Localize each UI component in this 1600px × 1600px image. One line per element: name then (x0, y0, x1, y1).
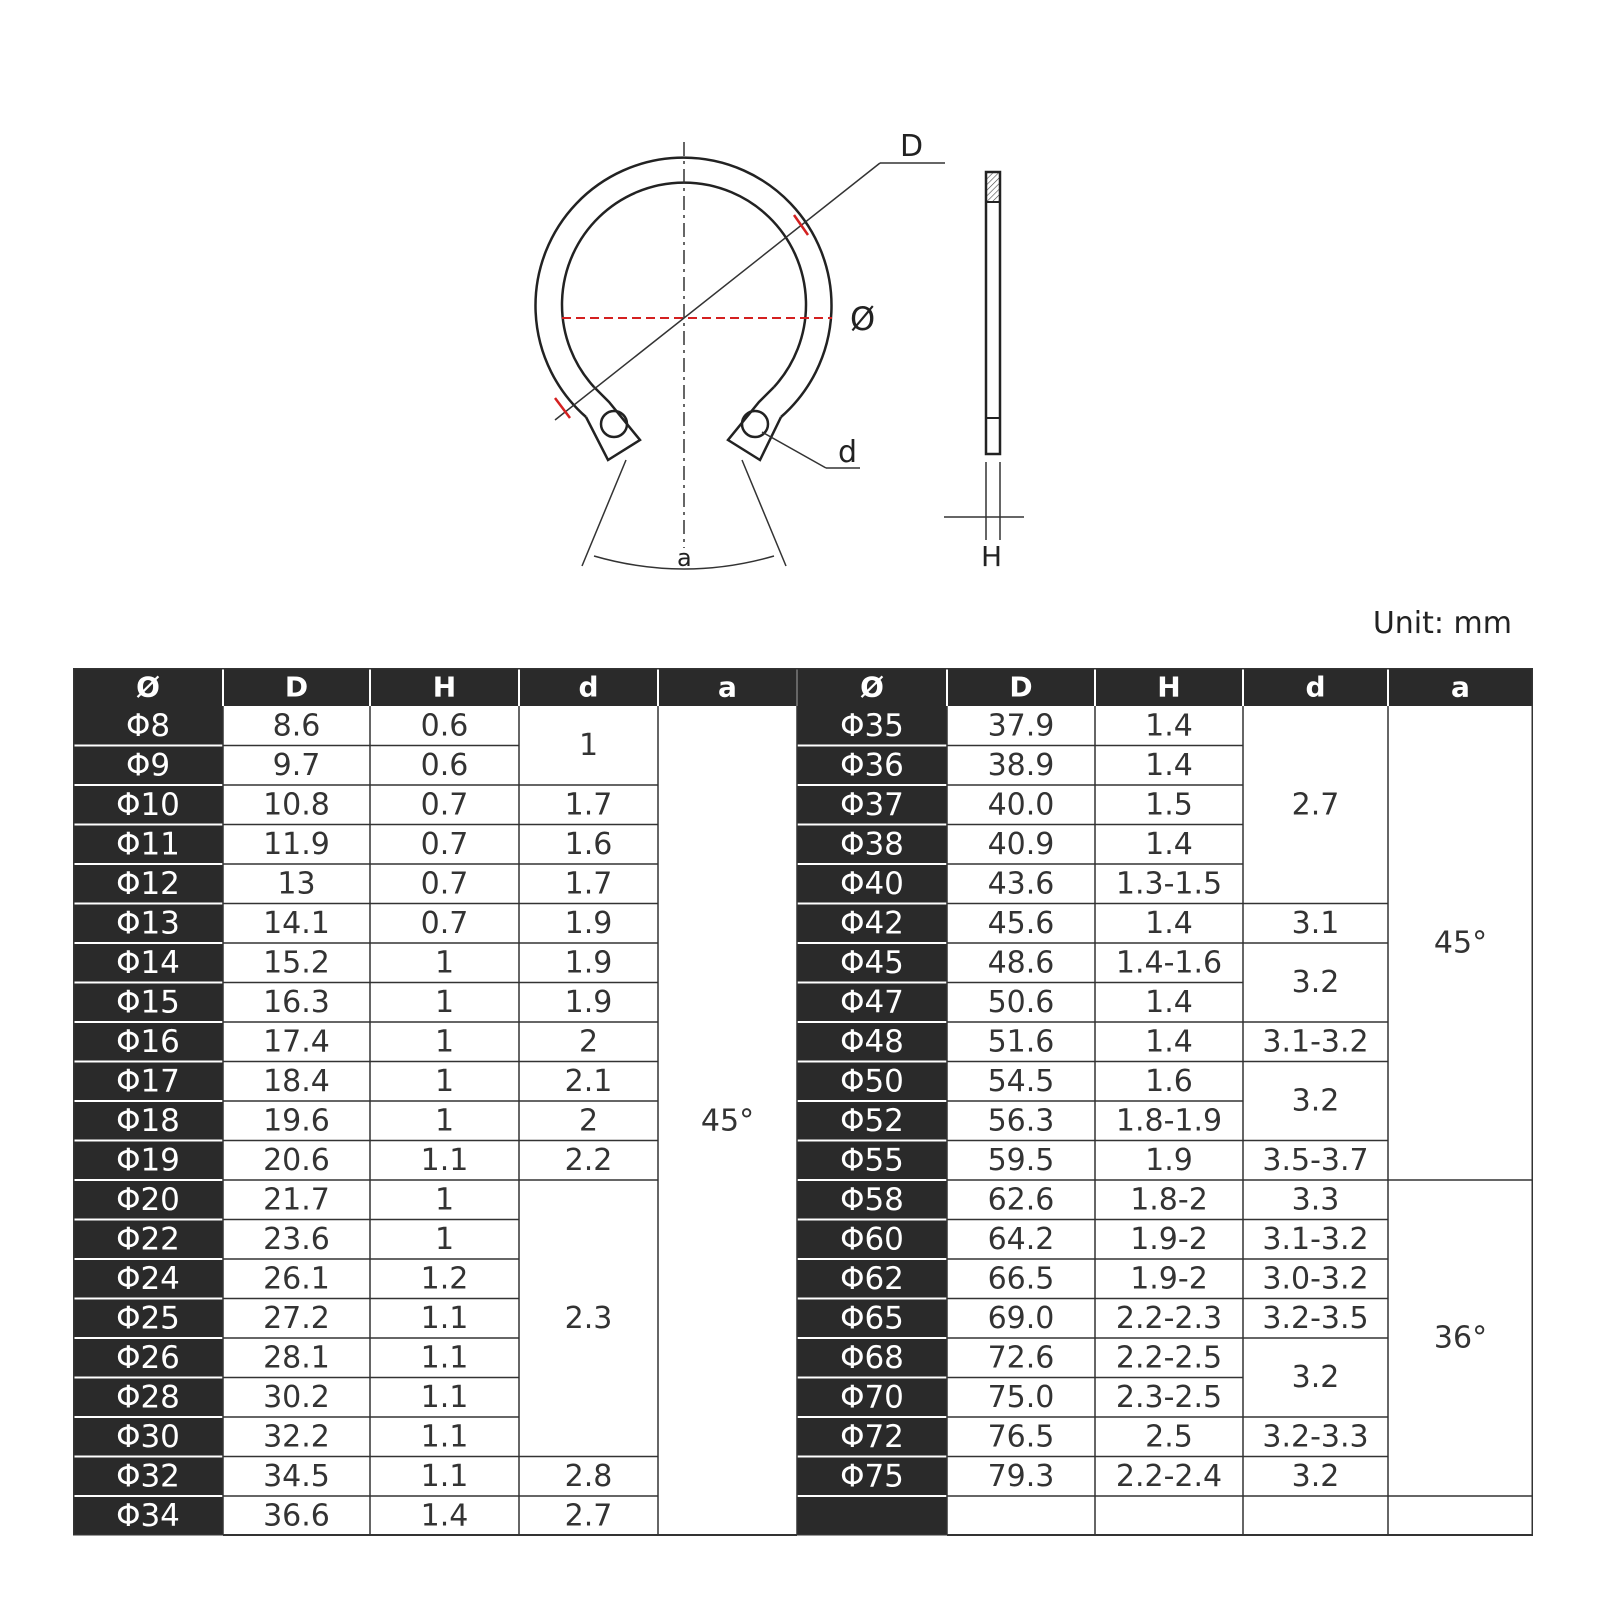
outer-diameter-cell: 59.5 (987, 1142, 1055, 1178)
outer-diameter-cell: 45.6 (987, 905, 1055, 941)
label-thickness: H (981, 540, 1003, 573)
hole-diameter-cell: 1.7 (564, 787, 613, 823)
size-cell: Φ52 (840, 1102, 904, 1139)
table-row (797, 1261, 1243, 1299)
thickness-cell: 1.4 (1145, 826, 1193, 862)
thickness-cell: 1.5 (1145, 787, 1193, 823)
table-row (73, 866, 519, 904)
table-row (73, 1261, 519, 1299)
table-row (797, 945, 1243, 983)
table-row (73, 1340, 519, 1378)
table-row (797, 1379, 1243, 1417)
outer-diameter-cell: 36.6 (263, 1498, 330, 1534)
header-cell: Ø (136, 670, 160, 704)
angle-column (658, 1103, 797, 1535)
hole-diameter-cell: 1.9 (564, 984, 613, 1020)
size-cell: Φ75 (840, 1458, 904, 1495)
outer-diameter-cell: 64.2 (987, 1221, 1055, 1257)
table-row (797, 1300, 1243, 1338)
angle-line-left (582, 460, 626, 566)
size-cell: Φ40 (840, 865, 904, 902)
header-cell: D (284, 670, 309, 704)
size-cell: Φ26 (116, 1339, 180, 1376)
thickness-cell: 1.9-2 (1130, 1221, 1208, 1257)
table-row (73, 708, 519, 746)
table-row (73, 1142, 519, 1180)
angle-cell: 45° (1433, 925, 1488, 961)
thickness-cell: 1.1 (420, 1379, 469, 1415)
header-cell: H (1157, 670, 1181, 704)
hole-diameter-column (1243, 787, 1388, 1535)
outer-diameter-cell: 32.2 (263, 1419, 330, 1455)
thickness-cell: 1.4 (1145, 1024, 1193, 1060)
thickness-cell: 1.9 (1145, 1142, 1193, 1178)
thickness-cell: 1 (434, 984, 455, 1020)
label-groove-diameter: Ø (850, 300, 876, 338)
table-row (797, 1221, 1243, 1259)
hole-diameter-cell: 1.9 (564, 945, 613, 981)
outer-diameter-cell: 8.6 (272, 708, 321, 744)
table-row (797, 747, 1243, 785)
ring-side-view (944, 172, 1024, 573)
spec-table (73, 668, 1533, 1536)
outer-diameter-cell: 66.5 (987, 1261, 1055, 1297)
thickness-cell: 2.5 (1145, 1419, 1193, 1455)
size-cell: Φ8 (125, 707, 171, 744)
size-cell: Φ30 (116, 1418, 180, 1455)
outer-diameter-cell: 17.4 (263, 1024, 330, 1060)
thickness-cell: 1 (434, 1024, 455, 1060)
thickness-cell: 1.6 (1145, 1063, 1193, 1099)
header-cell: d (1305, 670, 1326, 704)
outer-diameter-cell: 18.4 (263, 1063, 330, 1099)
retaining-ring-drawing (0, 0, 1600, 600)
thickness-cell: 1 (434, 1221, 455, 1257)
outer-diameter-cell: 34.5 (263, 1458, 330, 1494)
size-cell: Φ50 (840, 1063, 904, 1100)
size-cell: Φ45 (840, 944, 904, 981)
size-cell: Φ17 (116, 1063, 180, 1100)
size-cell: Φ58 (840, 1181, 904, 1218)
hole-diameter-cell: 1 (578, 728, 599, 763)
thickness-cell: 2.2-2.5 (1115, 1340, 1223, 1376)
table-row (797, 826, 1243, 864)
header-cell: a (718, 670, 737, 704)
outer-diameter-cell: 75.0 (987, 1379, 1055, 1415)
hole-diameter-cell: 3.1-3.2 (1262, 1024, 1369, 1060)
hole-diameter-cell: 2.3 (564, 1300, 613, 1336)
thickness-cell: 2.2-2.4 (1115, 1458, 1223, 1494)
table-row (73, 1182, 519, 1220)
header-cell: d (578, 670, 599, 704)
table-row (797, 1419, 1243, 1457)
outer-diameter-cell: 76.5 (987, 1419, 1055, 1455)
outer-diameter-cell: 69.0 (987, 1300, 1055, 1336)
right-lug (728, 387, 781, 460)
hole-diameter-cell: 3.1 (1291, 905, 1340, 941)
table-row (797, 708, 1243, 746)
table-row (73, 787, 519, 825)
hole-diameter-cell: 3.2 (1291, 1458, 1340, 1494)
right_rows-rows (797, 708, 1243, 1536)
table-row (73, 1221, 519, 1259)
table-row (797, 905, 1243, 943)
size-cell: Φ9 (125, 747, 171, 784)
thickness-cell: 1.1 (420, 1340, 469, 1376)
thickness-cell: 1.1 (420, 1419, 469, 1455)
hole-diameter-cell: 1.7 (564, 866, 613, 902)
outer-diameter-cell: 54.5 (987, 1063, 1055, 1099)
outer-diameter-cell: 30.2 (263, 1379, 330, 1415)
table-row (797, 1458, 1243, 1496)
thickness-cell: 1.4-1.6 (1115, 945, 1223, 981)
table-row (797, 787, 1243, 825)
size-cell: Φ72 (840, 1418, 904, 1455)
header-cell: Ø (860, 670, 884, 704)
hole-diameter-cell: 3.2 (1291, 1360, 1340, 1395)
table-row (73, 1419, 519, 1457)
hole-diameter-cell: 2.7 (564, 1498, 613, 1534)
outer-diameter-cell: 37.9 (987, 708, 1055, 744)
thickness-cell: 1.4 (1145, 984, 1193, 1020)
label-angle: a (677, 544, 692, 572)
thickness-cell: 1.1 (420, 1458, 469, 1494)
size-cell: Φ36 (840, 747, 904, 784)
hole-diameter-cell: 3.0-3.2 (1262, 1261, 1369, 1297)
outer-diameter-cell: 21.7 (263, 1182, 330, 1218)
left_rows-rows (73, 708, 519, 1536)
outer-diameter-cell: 15.2 (263, 945, 330, 981)
table-row (73, 826, 519, 864)
thickness-cell: 1.1 (420, 1142, 469, 1178)
size-cell: Φ65 (840, 1300, 904, 1337)
angle-cell: 36° (1433, 1320, 1488, 1356)
table-row (73, 1379, 519, 1417)
table-row (797, 1103, 1243, 1141)
hole-diameter-cell: 3.2-3.5 (1262, 1300, 1369, 1336)
thickness-cell: 0.7 (420, 905, 469, 941)
table-row (73, 984, 519, 1022)
size-cell: Φ34 (116, 1497, 180, 1534)
hole-diameter-cell: 2.2 (564, 1142, 613, 1178)
outer-diameter-cell: 20.6 (263, 1142, 330, 1178)
table-row (116, 1498, 519, 1536)
hole-diameter-cell: 2.1 (564, 1063, 613, 1099)
thickness-cell: 1 (434, 945, 455, 981)
thickness-cell: 1.9-2 (1130, 1261, 1208, 1297)
unit-label: Unit: mm (1372, 606, 1512, 641)
thickness-cell: 1.2 (420, 1261, 469, 1297)
outer-diameter-cell: 11.9 (263, 826, 330, 862)
thickness-cell: 2.3-2.5 (1115, 1379, 1223, 1415)
side-hatched-end (986, 172, 1000, 202)
outer-diameter-cell: 43.6 (987, 866, 1055, 902)
label-hole: d (838, 435, 858, 470)
size-cell: Φ48 (840, 1023, 904, 1060)
outer-diameter-cell: 27.2 (263, 1300, 330, 1336)
size-cell: Φ42 (840, 905, 904, 942)
size-cell: Φ16 (116, 1023, 180, 1060)
size-cell: Φ55 (840, 1142, 904, 1179)
size-cell: Φ25 (116, 1300, 180, 1337)
hole-leader (762, 432, 826, 468)
thickness-cell: 0.7 (420, 826, 469, 862)
outer-diameter-cell: 13 (277, 866, 316, 902)
size-cell: Φ62 (840, 1260, 904, 1297)
header-cell: D (1009, 670, 1033, 704)
outer-diameter-cell: 10.8 (263, 787, 330, 823)
hole-diameter-cell: 1.9 (564, 905, 613, 941)
thickness-cell: 0.7 (420, 787, 469, 823)
size-cell: Φ35 (840, 707, 904, 744)
thickness-cell: 1 (434, 1103, 455, 1139)
outer-diameter-cell: 19.6 (263, 1103, 330, 1139)
table-row (797, 1340, 1243, 1378)
table-row (797, 984, 1243, 1022)
angle-column (1388, 926, 1533, 1536)
outer-diameter-cell: 40.0 (987, 787, 1055, 823)
outer-diameter-cell: 40.9 (987, 826, 1055, 862)
size-cell: Φ18 (116, 1102, 180, 1139)
table-row (73, 1024, 519, 1062)
outer-diameter-tick-top (794, 215, 808, 235)
size-cell: Φ32 (116, 1458, 180, 1495)
table-row (797, 1182, 1243, 1220)
table-row (797, 1024, 1243, 1062)
size-cell: Φ70 (840, 1379, 904, 1416)
thickness-cell: 1.8-1.9 (1115, 1103, 1223, 1139)
table-header (73, 668, 1533, 706)
size-cell: Φ12 (116, 865, 180, 902)
hole-diameter-cell: 1.6 (564, 826, 613, 862)
outer-diameter-cell: 23.6 (263, 1221, 330, 1257)
outer-diameter-cell: 26.1 (263, 1261, 330, 1297)
outer-diameter-cell: 79.3 (987, 1458, 1055, 1494)
hole-diameter-cell: 3.1-3.2 (1262, 1221, 1369, 1257)
outer-diameter-cell: 62.6 (987, 1182, 1055, 1218)
thickness-cell: 0.6 (420, 708, 469, 744)
table-row (73, 747, 519, 785)
outer-diameter-cell: 48.6 (987, 945, 1055, 981)
left-lug (586, 387, 640, 460)
thickness-cell: 1.4 (1145, 905, 1193, 941)
thickness-cell: 0.7 (420, 866, 469, 902)
table-row (73, 1063, 519, 1101)
table-row (797, 1063, 1243, 1101)
size-cell: Φ11 (116, 826, 180, 863)
header-cell: H (432, 670, 457, 704)
side-body (986, 172, 1000, 454)
size-cell: Φ24 (116, 1260, 180, 1297)
thickness-cell: 1 (434, 1063, 455, 1099)
size-cell: Φ13 (116, 905, 180, 942)
hole-diameter-cell: 3.3 (1291, 1182, 1340, 1218)
thickness-cell: 1 (434, 1182, 455, 1218)
angle-cell: 45° (700, 1103, 755, 1139)
outer-diameter-cell: 28.1 (263, 1340, 330, 1376)
size-cell: Φ28 (116, 1379, 180, 1416)
thickness-cell: 2.2-2.3 (1115, 1300, 1223, 1336)
hole-diameter-cell: 3.2 (1291, 1083, 1340, 1119)
table-row (73, 1458, 519, 1496)
table-row (797, 866, 1243, 904)
table-row (73, 1103, 519, 1141)
table-row (73, 945, 519, 983)
size-cell: Φ60 (840, 1221, 904, 1258)
hole-diameter-cell: 3.2 (1291, 965, 1340, 1000)
size-cell: Φ15 (116, 984, 180, 1021)
size-cell: Φ10 (116, 786, 180, 823)
thickness-cell: 1.3-1.5 (1115, 866, 1223, 902)
hole-diameter-cell: 3.2-3.3 (1262, 1419, 1369, 1455)
outer-diameter-cell: 14.1 (263, 905, 330, 941)
size-cell: Φ14 (116, 944, 180, 981)
table-row (73, 1300, 519, 1338)
outer-diameter-cell: 9.7 (272, 747, 321, 783)
thickness-cell: 1.4 (420, 1498, 469, 1534)
outer-diameter-cell: 38.9 (987, 747, 1055, 783)
size-cell: Φ22 (116, 1221, 180, 1258)
size-cell: Φ19 (116, 1142, 180, 1179)
table-row (73, 905, 519, 943)
hole-diameter-cell: 2.7 (1291, 787, 1340, 823)
header-cell: a (1451, 670, 1470, 704)
thickness-cell: 1.8-2 (1130, 1182, 1208, 1218)
hole-diameter-column (519, 728, 658, 1536)
hole-diameter-cell: 2 (578, 1103, 599, 1139)
thickness-cell: 1.4 (1145, 747, 1193, 783)
size-cell: Φ20 (116, 1181, 180, 1218)
hole-diameter-cell: 2 (578, 1024, 599, 1060)
angle-line-right (742, 460, 786, 566)
outer-diameter-cell: 56.3 (987, 1103, 1055, 1139)
size-cell: Φ37 (840, 786, 904, 823)
table-row (797, 1142, 1243, 1180)
size-cell: Φ47 (840, 984, 904, 1021)
outer-diameter-cell: 51.6 (987, 1024, 1055, 1060)
size-cell: Φ68 (840, 1339, 904, 1376)
thickness-cell: 1.4 (1145, 708, 1193, 744)
outer-diameter-cell: 72.6 (987, 1340, 1055, 1376)
thickness-cell: 0.6 (420, 747, 469, 783)
outer-diameter-cell: 16.3 (263, 984, 330, 1020)
hole-diameter-cell: 2.8 (564, 1458, 613, 1494)
hole-diameter-cell: 3.5-3.7 (1262, 1142, 1369, 1178)
size-cell: Φ38 (840, 826, 904, 863)
left-lug-hole (601, 411, 627, 437)
thickness-cell: 1.1 (420, 1300, 469, 1336)
outer-diameter-cell: 50.6 (987, 984, 1055, 1020)
label-outer-diameter: D (900, 129, 924, 164)
